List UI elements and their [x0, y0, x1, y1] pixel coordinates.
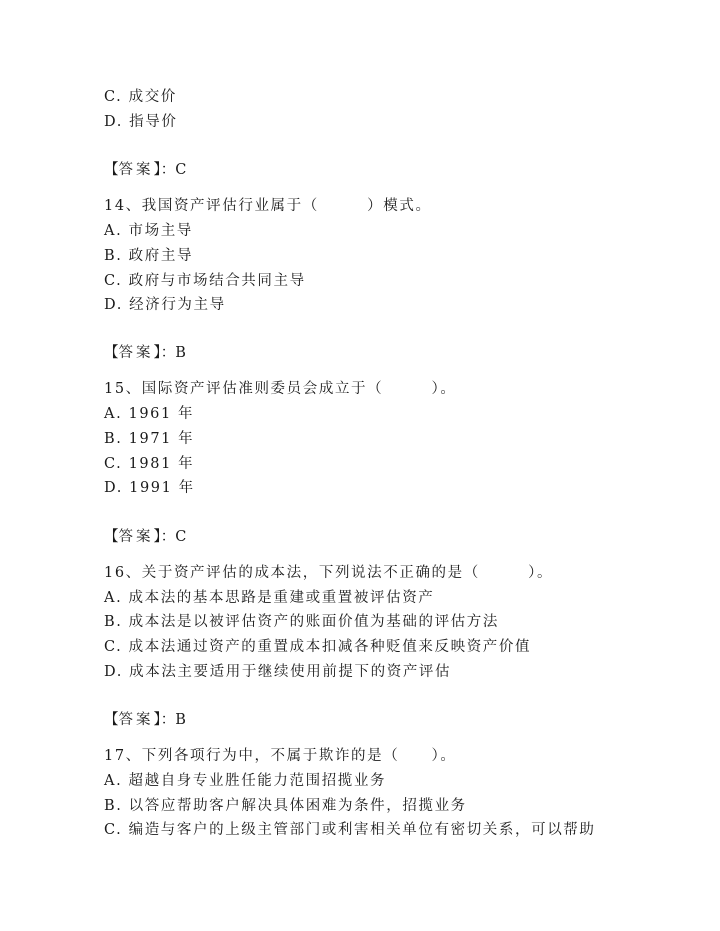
q15-option-c: C. 1981 年	[104, 456, 195, 472]
q14-option-a: A. 市场主导	[104, 223, 193, 239]
q16-stem: 16、关于资产评估的成本法，下列说法不正确的是（ ）。	[104, 565, 554, 581]
answer-value: B	[175, 712, 188, 728]
answer-label: 答案	[118, 162, 154, 178]
q17-stem: 17、下列各项行为中，不属于欺诈的是（ ）。	[104, 748, 457, 764]
q17-option-b: B. 以答应帮助客户解决具体困难为条件，招揽业务	[104, 798, 467, 814]
q14-answer: 【答案】：B	[104, 345, 188, 361]
q14-option-d: D. 经济行为主导	[104, 297, 226, 313]
q13-answer: 【答案】：C	[104, 162, 188, 178]
q16-option-c: C. 成本法通过资产的重置成本扣减各种贬值来反映资产价值	[104, 639, 532, 655]
q17-option-c: C. 编造与客户的上级主管部门或利害相关单位有密切关系，可以帮助	[104, 822, 596, 838]
q16-option-a: A. 成本法的基本思路是重建或重置被评估资产	[104, 590, 435, 606]
q13-option-c: C. 成交价	[104, 89, 177, 105]
q15-answer: 【答案】：C	[104, 529, 188, 545]
q17-option-a: A. 超越自身专业胜任能力范围招揽业务	[104, 773, 387, 789]
q15-stem: 15、国际资产评估准则委员会成立于（ ）。	[104, 381, 457, 397]
q16-option-b: B. 成本法是以被评估资产的账面价值为基础的评估方法	[104, 614, 499, 630]
q16-answer: 【答案】：B	[104, 712, 188, 728]
answer-value: C	[175, 162, 188, 178]
answer-value: C	[175, 529, 188, 545]
q15-option-b: B. 1971 年	[104, 431, 195, 447]
answer-label: 答案	[118, 529, 154, 545]
q14-option-b: B. 政府主导	[104, 248, 194, 264]
answer-label: 答案	[118, 712, 154, 728]
q14-stem: 14、我国资产评估行业属于（ ）模式。	[104, 198, 432, 214]
answer-label: 答案	[118, 345, 154, 361]
q15-option-d: D. 1991 年	[104, 480, 195, 496]
q16-option-d: D. 成本法主要适用于继续使用前提下的资产评估	[104, 664, 452, 680]
answer-value: B	[175, 345, 188, 361]
q13-option-d: D. 指导价	[104, 114, 178, 130]
q14-option-c: C. 政府与市场结合共同主导	[104, 273, 306, 289]
q15-option-a: A. 1961 年	[104, 406, 195, 422]
